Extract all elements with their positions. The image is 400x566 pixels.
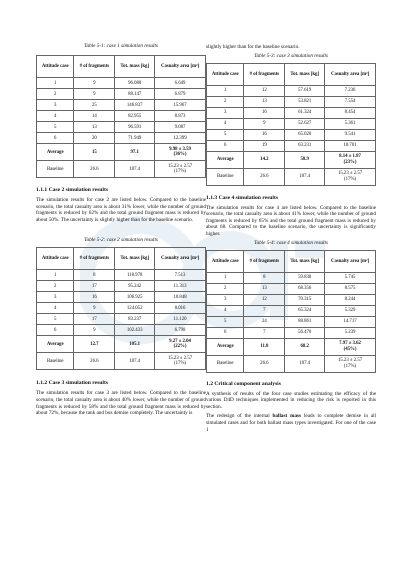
cell: 146.837 [115,100,155,111]
column-header: # of fragments [74,248,115,270]
cell: 16 [244,107,285,118]
cell: 3 [207,294,244,305]
cell: 7.513 [155,270,206,281]
cell [325,338,376,355]
table-caption: Table 5-4: case 4 simulation results [254,239,328,246]
cell: 13 [244,283,285,294]
cell: 65.324 [285,305,325,316]
cell: 4 [207,118,244,129]
baseline-row [207,355,376,372]
cell: 3 [37,100,74,111]
average-row [207,151,376,168]
cell: 26.6 [244,168,285,185]
cell: 3 [37,292,74,303]
cell [155,353,206,370]
table-caption: Table 5-2: case 2 simulation results [84,237,158,244]
cell-line: (23%) [343,159,357,165]
cell: 2 [37,89,74,100]
cell: Baseline [207,355,244,372]
paragraph: The simulation results for case 4 are listed below. Compared to the baseline scenario, the total casualty area is about 41% lower, while the number of ground fragments is reduced by 65% and the total ground fragment mass is reduced by about 68. Compared to the baseline scenario, the uncertainty is significantly higher. [206,204,376,237]
cell: 14.717 [325,316,376,327]
cell: 187.4 [285,355,325,372]
cell: 88.861 [285,316,325,327]
column-header: Tot. mass [kg] [115,248,155,270]
column-header: Attitude case [207,250,244,272]
table-row [37,111,206,122]
cell: 9 [74,89,115,100]
cell: 96.591 [115,122,155,133]
column-header: # of fragments [244,63,285,85]
cell: Baseline [37,161,74,178]
cell: 13 [244,96,285,107]
cell: 63.231 [285,140,325,151]
case4-results-table [206,250,376,373]
table-row [207,107,376,118]
cell: 5.361 [325,118,376,129]
cell: 8.016 [155,303,206,314]
cell: 12 [244,294,285,305]
cell: 3 [207,107,244,118]
table-row [37,292,206,303]
baseline-row [37,161,206,178]
cell: 15.967 [155,100,206,111]
cell-line: (36%) [173,152,187,157]
cell: 26.6 [244,355,285,372]
cell: 19 [244,140,285,151]
section-heading: 1.1.1 Case 2 simulation results [36,187,108,193]
table-caption: Table 5-1: case 1 simulation results [84,43,158,49]
cell: 12.7 [74,336,115,353]
text-run-bold: ballast mass [272,413,302,420]
table-row [37,314,206,325]
cell-line: (22%) [173,344,187,350]
average-row [37,336,206,353]
cell-line: (45%) [343,346,357,352]
cell: Average [37,144,74,161]
table-row [207,129,376,140]
table-row [207,327,376,338]
table-row [37,100,206,111]
cell: 4 [207,305,244,316]
cell-line: (17%) [344,363,357,369]
cell: 9 [74,325,115,336]
cell: 52.627 [285,118,325,129]
cell [155,161,206,178]
paragraph: The simulation results for case 3 are listed below. Compared to the baseline scenario, the total casualty area is about 40% lower, while the number of ground fragments is reduced by 58% and the total ground fragment mass is reduced by about 72%, because the tank and bus demise completely. The uncertainty is [36,390,206,417]
cell: 26.6 [74,353,115,370]
paragraph [206,413,376,433]
cell: 12 [244,85,285,96]
cell: 9.087 [155,122,206,133]
cell: 7 [244,327,285,338]
cell: 1 [37,270,74,281]
table-row [207,96,376,107]
table-row [207,316,376,327]
cell: 9.541 [325,129,376,140]
cell: 71.949 [115,133,155,144]
average-row [207,338,376,355]
cell: 95.242 [115,281,155,292]
cell: 24 [244,316,285,327]
table-row [37,89,206,100]
cell: 5.329 [325,305,376,316]
cell: 5 [37,314,74,325]
column-header: Casualty area [m²] [155,248,206,270]
paragraph: slightly higher than for the baseline scenario. [206,44,300,50]
cell: 1 [207,272,244,283]
cell: 57.619 [285,85,325,96]
cell-line: 15.23 ± 2.57 [337,171,363,177]
cell: 1 [37,78,74,89]
cell: 105.1 [115,336,155,353]
cell: 5 [37,122,74,133]
cell: 102.433 [115,325,155,336]
cell-line: 7.97 ± 3.62 [339,341,361,347]
table-row [207,283,376,294]
cell: 7.554 [325,96,376,107]
cell: Average [37,336,74,353]
table-row [37,270,206,281]
cell: 88.147 [115,89,155,100]
cell [325,355,376,372]
cell: 6 [207,140,244,151]
cell: 9 [74,78,115,89]
cell: 26.6 [74,161,115,178]
cell: 82.955 [115,111,155,122]
cell: 4 [37,111,74,122]
paragraph: The simulation results for case 2 are listed below. Compared to the baseline scenario, the total casualty area is about 31% lower, while the number of ground fragments is reduced by 62% and the total ground fragment mass is reduced by about 50%. The uncertainty is slightly higher than for the baseline scenario. [36,197,206,223]
cell: 15 [74,144,115,161]
table-row [207,140,376,151]
cell: 5.745 [325,272,376,283]
cell: 187.4 [115,353,155,370]
cell: 7.236 [325,85,376,96]
table-row [207,305,376,316]
cell: 6 [37,133,74,144]
cell: 11.313 [155,281,206,292]
table-row [37,78,206,89]
cell: Average [207,151,244,168]
cell: 17 [74,281,115,292]
cell-line: 8.14 ± 1.87 [339,154,361,160]
column-header: Tot. mass [kg] [285,63,325,85]
cell: 2 [207,96,244,107]
column-header: Attitude case [37,56,74,78]
cell: 8 [244,272,285,283]
cell: 118.978 [115,270,155,281]
cell: 10.848 [155,292,206,303]
cell: 16 [244,129,285,140]
table-row [37,133,206,144]
cell: 25 [74,100,115,111]
cell: 20 [74,133,115,144]
cell: 83.237 [115,314,155,325]
cell: 10.701 [325,140,376,151]
cell: 8 [74,270,115,281]
cell: 1 [207,85,244,96]
column-header: Attitude case [207,63,244,85]
cell: 9 [74,303,115,314]
cell: 16 [74,292,115,303]
table-caption: Table 5-3: case 3 simulation results [254,52,328,59]
cell [325,168,376,185]
table-row [37,122,206,133]
cell-line: 9.98 ± 3.59 [169,146,191,152]
cell: 97.1 [115,144,155,161]
cell-line: 9.27 ± 2.04 [169,338,191,344]
table-row [37,303,206,314]
cell: 5.239 [325,327,376,338]
cell: 6 [37,325,74,336]
cell: 13 [74,122,115,133]
cell [155,336,206,353]
cell: Baseline [207,168,244,185]
table-row [37,325,206,336]
cell: 96.080 [115,78,155,89]
cell: 6 [207,327,244,338]
cell: 5 [207,316,244,327]
cell: Baseline [37,353,74,370]
cell: 9 [244,118,285,129]
left-column [36,0,206,417]
cell: 6.879 [155,89,206,100]
paragraph: A synthesis of results of the four case studies estimating the efficacy of the various D4D techniques implemented in reducing the risk is reported in this section. [206,390,376,410]
case1-results-table [36,55,206,178]
cell: 106.925 [115,292,155,303]
cell: 124.052 [115,303,155,314]
baseline-row [37,353,206,370]
text-run: leads to complete demise in all simulated cases and for both ballast mass types investigated. For one of the case 1 [206,413,376,433]
cell: 6.798 [155,325,206,336]
table-row [207,294,376,305]
column-header: # of fragments [244,250,285,272]
average-row [37,144,206,161]
cell-line: 15.23 ± 2.57 [167,163,193,169]
table-row [37,281,206,292]
cell: 6.649 [155,78,206,89]
column-header: Casualty area [m²] [325,250,376,272]
cell [155,144,206,161]
cell: 17 [74,314,115,325]
cell: 11.8 [244,338,285,355]
table-row [207,118,376,129]
cell: Average [207,338,244,355]
section-heading: 1.2 Critical component analysis [206,380,281,387]
cell: 14 [74,111,115,122]
cell: 187.4 [115,161,155,178]
cell-line: (17%) [174,169,187,174]
cell-line: (17%) [174,361,187,367]
column-header: # of fragments [74,56,115,78]
cell: 8.575 [325,283,376,294]
case2-results-table [36,247,206,370]
cell: 68.2 [285,338,325,355]
cell: 14.2 [244,151,285,168]
table-row [207,272,376,283]
cell: 7 [244,305,285,316]
cell: 59.830 [285,272,325,283]
column-header: Tot. mass [kg] [115,56,155,78]
case3-results-table [206,63,376,186]
cell: 8.244 [325,294,376,305]
cell [325,151,376,168]
cell: 4 [37,303,74,314]
column-header: Casualty area [m²] [155,56,206,78]
cell: 53.821 [285,96,325,107]
section-heading: 1.1.3 Case 4 simulation results [206,194,278,201]
cell: 187.4 [285,168,325,185]
cell: 8.873 [155,111,206,122]
column-header: Casualty area [m²] [325,63,376,85]
cell: 2 [207,283,244,294]
cell: 68.356 [285,283,325,294]
cell: 58.9 [285,151,325,168]
cell: 2 [37,281,74,292]
section-heading: 1.1.2 Case 3 simulation results [36,380,108,387]
cell: 56.470 [285,327,325,338]
cell: 65.020 [285,129,325,140]
cell: 70.315 [285,294,325,305]
cell: 61.324 [285,107,325,118]
table-row [207,85,376,96]
cell: 12.399 [155,133,206,144]
text-run: The redesign of the internal [206,413,273,420]
baseline-row [207,168,376,185]
cell: 5 [207,129,244,140]
cell-line: 15.23 ± 2.57 [167,355,193,361]
column-header: Tot. mass [kg] [285,250,325,272]
column-header: Attitude case [37,248,74,270]
right-column [206,0,376,433]
cell: 8.454 [325,107,376,118]
cell-line: (17%) [344,176,357,182]
cell: 11.120 [155,314,206,325]
cell-line: 15.23 ± 2.57 [337,358,363,364]
